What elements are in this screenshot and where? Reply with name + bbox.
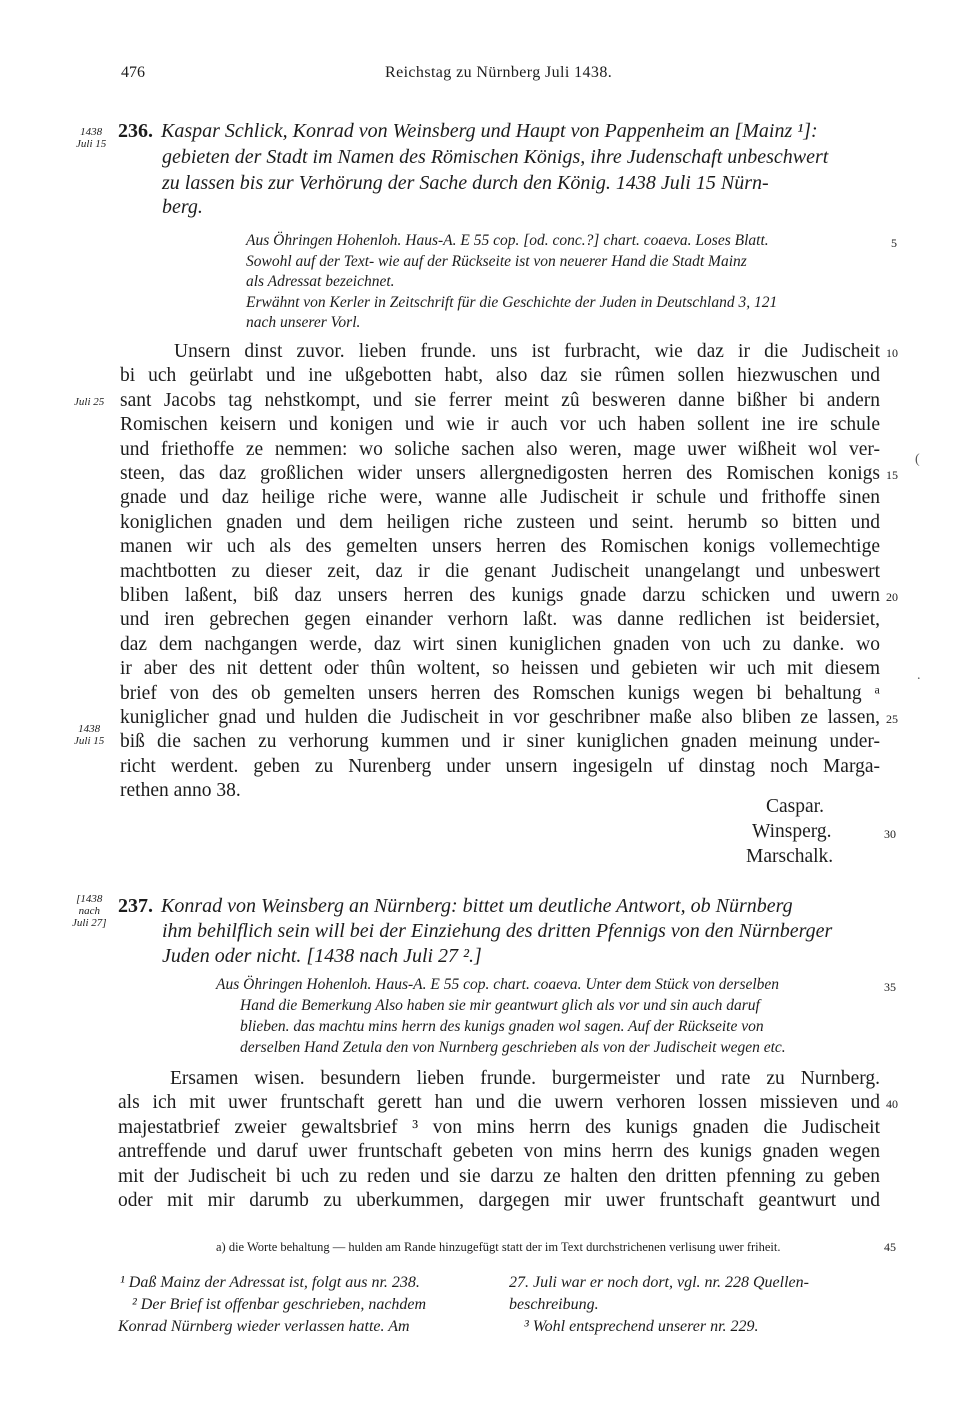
doc-237-title-line-2: ihm behilflich sein will bei der Einziehung des dritten Pfennigs von den Nürnberger	[162, 920, 833, 942]
footnote-2-right-cont: beschreibung.	[509, 1296, 599, 1313]
margin-date-note-line: Juli 25	[74, 395, 105, 408]
doc-236-source-line: Erwähnt von Kerler in Zeitschrift für die Geschichte der Juden in Deutschland 3, 121	[246, 294, 778, 311]
doc-236-source-line: nach unserer Vorl.	[246, 314, 361, 331]
doc236-text-line: und iren gebrechen gegen einander verhorn laßt. was danne redlichen ist beidersiet,	[120, 609, 880, 631]
doc236-text-line: machtbotten zu dieser zeit, daz ir die genant Judischeit unangelangt und unbeswert	[120, 560, 880, 582]
line-number: 45	[884, 1240, 896, 1254]
doc236-text-line: ir aber des nit dettent oder thûn woltent, so heissen und gebieten wir uch mit diesem	[120, 658, 880, 680]
doc-number-236: 236.	[118, 120, 153, 142]
doc-236-source-line: als Adressat bezeichnet.	[246, 273, 395, 290]
doc-237-title-line-1: 237. Konrad von Weinsberg an Nürnberg: bittet um deutliche Antwort, ob Nürnberg	[118, 895, 793, 917]
doc237-text-line: majestatbrief zweier gewaltsbrief ³ von mins herrn des kunigs gnaden die Judischeit	[118, 1116, 880, 1138]
doc-237-source-line: Hand die Bemerkung Also haben sie mir geantwurt glich als vor und sin auch daruf	[240, 997, 760, 1014]
line-number: 20	[886, 590, 898, 604]
doc237-text-line: oder mit mir darumb zu uberkummen, dargegen mir uwer fruntschaft geantwurt und	[118, 1190, 880, 1211]
doc236-text-line: Romischen keisern und konigen und wie ir auch vor uch haben sollent ine ire schule	[120, 414, 880, 436]
margin-date-year: [1438	[76, 893, 103, 905]
stray-mark: .	[917, 668, 921, 683]
margin-date-qualifier: nach	[78, 905, 100, 917]
critical-apparatus-note: a) die Worte behaltung — hulden am Rande hinzugefügt statt der im Text durchstrichenen verlisung uwer friheit.	[216, 1240, 781, 1254]
doc236-text-line: gnade und daz heilige riche were, wanne alle Judischeit ir schule und frithoffe sinen	[120, 487, 880, 509]
doc236-text-line: biß die sachen zu verhorung kummen und ir siner kuniglichen gnaden meinung under-	[120, 731, 880, 753]
line-number: 40	[886, 1097, 898, 1112]
line-number: 15	[886, 468, 898, 482]
footnote-3: ³ Wohl entsprechend unserer nr. 229.	[524, 1318, 759, 1335]
doc-236-source-line: Sowohl auf der Text- wie auf der Rückseite ist von neuerer Hand die Stadt Mainz	[246, 253, 747, 270]
doc236-text-line: steen, das daz großlichen wider unsers allergnedigosten herren des Romischen konigs	[120, 463, 880, 484]
doc-237-source-line: blieben. das machtu mins herrn des kunigs gnaden wol sagen. Auf der Rückseite von	[240, 1018, 764, 1035]
doc236-text-line: und friethoffe ze nemmen: wo soliche sachen also weren, mage uwer wißheit wol ver-	[120, 438, 880, 460]
margin-date-237	[72, 893, 107, 929]
doc-number-237: 237.	[118, 895, 153, 917]
line-number: 30	[884, 827, 896, 841]
doc236-text-line: rethen anno 38.	[120, 780, 241, 802]
doc-236-title-line-4: berg.	[162, 196, 203, 218]
footnote-2-cont: Konrad Nürnberg wieder verlassen hatte. Am	[118, 1318, 410, 1335]
doc236-text-line: manen wir uch als des gemelten unsers herren des Romischen konigs vollemechtige	[120, 536, 880, 558]
doc-236-source-line: Aus Öhringen Hohenloh. Haus-A. E 55 cop. [od. conc.?] chart. coaeva. Loses Blatt.	[246, 232, 769, 249]
doc237-text-line: mit der Judischeit bi uch zu reden und sie darzu ze halten den dritten pfenning zu geben	[118, 1165, 880, 1187]
margin-date-note-line: 1438	[78, 723, 101, 736]
doc-236-title-line-2: gebieten der Stadt im Namen des Römischen Königs, ihre Judenschaft unbeschwert	[162, 146, 829, 168]
doc236-text-line: Unsern dinst zuvor. lieben frunde. uns ist furbracht, wie daz ir die Judischeit	[174, 341, 880, 362]
doc-236-title-line-3: zu lassen bis zur Verhörung der Sache durch den König. 1438 Juli 15 Nürn-	[162, 172, 769, 194]
margin-date-236	[76, 126, 106, 150]
signature-winsperg: Winsperg.	[752, 821, 832, 842]
line-number: 5	[891, 236, 897, 250]
footnote-2: ² Der Brief ist offenbar geschrieben, nachdem	[132, 1296, 427, 1313]
doc-236-title-line-1: 236. Kaspar Schlick, Konrad von Weinsberg und Haupt von Pappenheim an [Mainz ¹]:	[118, 120, 818, 142]
signature-caspar: Caspar.	[766, 796, 824, 817]
page-number: 476	[121, 64, 145, 81]
margin-date-day: Juli 15	[76, 138, 107, 150]
doc236-text-line: richt werdent. geben zu Nurenberg under unsern ingesigeln uf dinstag noch Marga-	[120, 755, 880, 777]
margin-date-note-line: Juli 15	[74, 735, 105, 748]
margin-date-note	[74, 723, 104, 747]
line-number: 10	[886, 346, 898, 360]
doc237-text-line: antreffende und daruf uwer fruntschaft gebeten von mins herrn des kunigs gnaden wegen	[118, 1141, 880, 1163]
doc236-text-line: brief von des ob gemelten unsers herren des Romschen kunigs wegen bi behaltung ᵃ	[120, 682, 880, 704]
margin-date-note	[74, 396, 104, 408]
doc237-text-line: als ich mit uwer fruntschaft gerett han und die uwern verhoren lossen missieven und	[118, 1092, 880, 1114]
footnote-2-right: 27. Juli war er noch dort, vgl. nr. 228 Quellen-	[509, 1274, 809, 1291]
footnote-1: ¹ Daß Mainz der Adressat ist, folgt aus nr. 238.	[120, 1274, 420, 1291]
doc236-text-line: kuniglicher gnad und hulden die Judischeit in vor geschribner maße also bliben ze lassen,	[120, 707, 880, 728]
doc236-text-line: bliben laßent, biß daz unsers herren des kunigs gnade darzu schicken und uwern	[120, 585, 880, 606]
doc236-text-line: koniglichen gnaden und dem heiligen riche zusteen und seint. herumb so bitten und	[120, 511, 880, 533]
line-number: 35	[884, 980, 896, 994]
doc236-text-line: bi uch geürlabt und ine ußgebotten habt, also daz sie rûmen sollen hiezwuschen und	[120, 365, 880, 387]
doc237-text-line: Ersamen wisen. besundern lieben frunde. burgermeister und rate zu Nurnberg.	[170, 1068, 880, 1089]
doc236-text-line: daz dem nachgangen werde, daz wirt sinen kuniglichen gnaden von uch zu danke. wo	[120, 633, 880, 655]
doc-237-source-line: derselben Hand Zetula den von Nurnberg geschrieben als von der Judischeit wegen etc.	[240, 1039, 786, 1056]
stray-mark: (	[915, 452, 920, 467]
margin-date-year: 1438	[80, 126, 103, 138]
doc-237-source-line: Aus Öhringen Hohenloh. Haus-A. E 55 cop. chart. coaeva. Unter dem Stück von derselben	[216, 976, 780, 993]
margin-date-day: Juli 27]	[72, 917, 107, 929]
running-title: Reichstag zu Nürnberg Juli 1438.	[385, 64, 613, 81]
signature-marschalk: Marschalk.	[746, 846, 834, 867]
doc-237-title-line-3: Juden oder nicht. [1438 nach Juli 27 ².]	[162, 945, 482, 967]
line-number: 25	[886, 712, 898, 726]
doc236-text-line: sant Jacobs tag nehstkompt, und sie ferrer meint zû besweren danne bißher bi andern	[120, 389, 880, 411]
